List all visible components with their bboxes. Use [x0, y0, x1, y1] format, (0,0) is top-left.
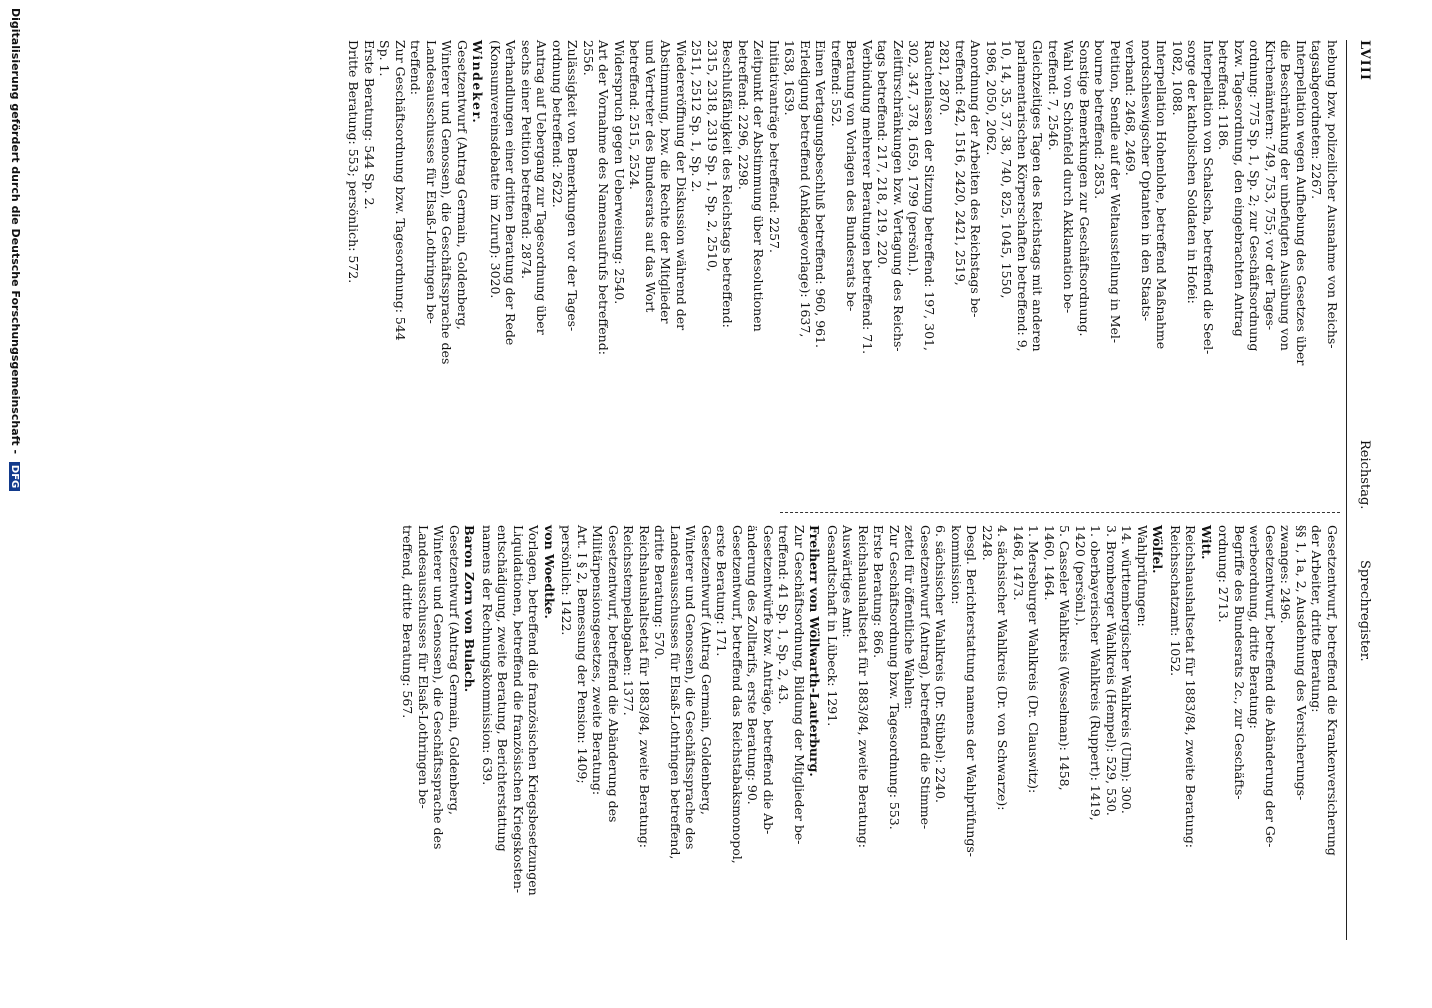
- index-line: 1638, 1639.: [782, 40, 798, 116]
- index-line: Gesetzentwurf (Antrag), betreffend die Stimme-: [918, 525, 933, 830]
- index-line: Erste Beratung: 866.: [871, 525, 887, 659]
- index-line: 2821, 2870.: [937, 40, 953, 116]
- index-line: 302, 347, 378, 1659, 1799 (persönl.).: [906, 40, 922, 277]
- dfg-logo: DFG: [9, 462, 20, 491]
- index-line: Petition, Sendle auf der Weltausstellung in Mel-: [1108, 40, 1123, 344]
- index-line: 1. Merseburger Wahlkreis (Dr. Clauswitz):: [1026, 525, 1042, 794]
- index-line: Erste Beratung: 544 Sp. 2.: [362, 40, 377, 210]
- index-line: der Arbeiter, dritte Beratung:: [1309, 525, 1325, 713]
- speaker-heading: Baron Zorn von Bulach.: [462, 525, 478, 693]
- index-line: sorge der katholischen Soldaten in Hofei:: [1185, 40, 1201, 304]
- digitization-credit: [9, 0, 22, 1008]
- index-line: tagsabgeordneten: 2267.: [1309, 40, 1325, 200]
- index-line: 14. württembergischer Wahlkreis (Ulm): 300.: [1119, 525, 1135, 814]
- index-line: Anordnung der Arbeiten des Reichstags be-: [968, 40, 984, 318]
- index-line: Verhandlungen einer dritten Beratung der Rede: [503, 40, 519, 346]
- index-line: Gesetzentwurf, betreffend die Abänderung des: [606, 525, 621, 823]
- index-line: 3. Bromberger Wahlkreis (Hempel): 529, 530.: [1104, 525, 1119, 816]
- index-line: Gesetzentwurf (Antrag Germain, Goldenberg,: [699, 525, 714, 815]
- index-line: §§ 1, 1a, 2, Ausdehnung des Versicherungs-: [1294, 525, 1309, 801]
- index-line: treffend: 41 Sp. 1, Sp. 2, 43.: [776, 525, 792, 705]
- index-line: Zeitpunkt der Abstimmung über Resolutionen: [751, 40, 767, 332]
- index-line: 1468, 1473.: [1011, 525, 1026, 601]
- index-line: 2511, 2512 Sp. 1, Sp. 2.: [689, 40, 705, 193]
- index-line: 1. oberbayerischer Wahlkreis (Ruppert): 1419,: [1088, 525, 1104, 821]
- index-line: Militärpensionsgesetzes, zweite Beratung:: [590, 525, 606, 796]
- index-line: bourne betreffend: 2853.: [1092, 40, 1108, 200]
- index-line: Reichsstempelabgaben: 1377.: [621, 525, 637, 716]
- index-line: Liquidationen, betreffend die französischen Kriegskosten-: [511, 525, 526, 894]
- speaker-heading: Freiherr von Wöllwarth-Lauterburg.: [807, 525, 823, 777]
- index-line: Winterer und Genossen), die Geschäftssprache des: [683, 525, 699, 850]
- index-line: Desgl. Berichterstattung namens der Wahlprüfungs-: [964, 525, 980, 857]
- index-line: Vorlagen, betreffend die französischen Kriegsbesetzungen: [526, 525, 542, 896]
- page-number: LVIII: [1357, 40, 1372, 81]
- speaker-heading: von Woedtke.: [542, 525, 557, 619]
- index-line: und Vertreter des Bundesrats auf das Wort: [643, 40, 658, 313]
- index-line: 2315, 2318, 2319 Sp. 1, Sp. 2, 2510,: [705, 40, 720, 272]
- running-head-left: Reichstag.: [1357, 440, 1372, 510]
- speaker-heading: Wölfel.: [1150, 525, 1166, 574]
- index-line: dritte Beratung: 570.: [652, 525, 668, 660]
- index-line: sechs einer Petition betreffend: 2874.: [519, 40, 534, 279]
- index-line: Landesausschusses für Elsaß-Lothringen be-: [424, 40, 439, 324]
- index-line: betreffend: 2296, 2298.: [736, 40, 751, 190]
- index-line: Gesetzentwurf (Antrag Germain, Goldenberg,: [447, 525, 462, 815]
- index-line: 1986, 2050, 2062.: [984, 40, 999, 156]
- index-line: 10, 14, 35, 37, 38, 740, 825, 1045, 1550,: [999, 40, 1015, 299]
- index-line: tags betreffend: 217, 218, 219, 220.: [875, 40, 891, 269]
- index-line: Auswärtiges Amt:: [840, 525, 856, 638]
- index-line: Interpellation von Schalscha, betreffend die Seel-: [1201, 40, 1216, 355]
- index-line: treffend: 642, 1516, 2420, 2421, 2519,: [953, 40, 968, 286]
- index-line: Sp. 1.: [377, 40, 393, 77]
- index-line: Art. I § 2, Bemessung der Pension: 1409;: [575, 525, 590, 784]
- index-line: Verbindung mehrerer Beratungen betreffend: 71.: [860, 40, 875, 355]
- index-line: Antrag auf Uebergang zur Tagesordnung über: [534, 40, 550, 335]
- index-line: Interpellation Hohenlohe, betreffend Maßnahme: [1154, 40, 1170, 350]
- index-line: Zur Geschäftsordnung bzw. Tagesordnung: 544: [393, 40, 408, 341]
- index-line: Gesandtschaft in Lübeck: 1291.: [825, 525, 840, 727]
- index-line: Dritte Beratung: 553; persönlich: 572.: [346, 40, 362, 284]
- index-line: zettel für öffentliche Wahlen:: [902, 525, 918, 710]
- index-line: 6. sächsischer Wahlkreis (Dr. Stübel): 2240.: [933, 525, 949, 803]
- index-line: Gleichzeitiges Tagen des Reichstags mit anderen: [1030, 40, 1046, 352]
- index-line: Wiedereröffnung der Diskussion während der: [674, 40, 689, 331]
- speaker-heading: Witt.: [1199, 525, 1214, 560]
- index-line: Gesetzentwurf, betreffend die Abänderung der Ge-: [1263, 525, 1278, 848]
- right-column: [400, 525, 1340, 970]
- index-line: Gesetzentwurf, betreffend das Reichstabaksmonopol,: [730, 525, 745, 864]
- index-line: bzw. Tagesordnung, den eingebrachten Antrag: [1232, 40, 1247, 337]
- index-line: Beratung von Vorlagen des Bundesrats be-: [844, 40, 860, 312]
- index-line: ordnung: 2713.: [1216, 525, 1232, 623]
- index-line: Art der Vornahme des Namensaufrufs betreffend:: [596, 40, 612, 355]
- index-line: Winterer und Genossen), die Geschäftssprache des: [431, 525, 447, 850]
- index-line: Wahl von Schönfeld durch Akklamation be-: [1061, 40, 1077, 314]
- index-line: (Konsumvereinsdebatte im Zuruf): 3020.: [488, 40, 503, 299]
- index-line: treffend: 7, 2546.: [1046, 40, 1061, 151]
- index-line: Zulässigkeit von Bemerkungen vor der Tages-: [565, 40, 581, 332]
- index-line: 5. Casseler Wahlkreis (Wesselman): 1458,: [1057, 525, 1073, 791]
- index-line: Landesausschusses für Elsaß-Lothringen be-: [416, 525, 431, 809]
- index-line: 2556.: [581, 40, 596, 76]
- index-line: Reichshaushaltsetat für 1883/84, zweite Beratung:: [856, 525, 871, 848]
- index-line: persönlich: 1422.: [559, 525, 575, 636]
- index-line: Beschlußfähigkeit des Reichstags betreffend:: [720, 40, 736, 328]
- index-line: Gesetzentwurf (Antrag Germain, Goldenberg,: [455, 40, 470, 330]
- index-line: treffend: 552.: [829, 40, 844, 127]
- index-line: Interpellation wegen Aufhebung des Gesetzes über: [1294, 40, 1309, 366]
- index-line: Winterer und Genossen), die Geschäftssprache des: [439, 40, 455, 365]
- index-line: Reichshaushaltsetat für 1883/84, zweite Beratung:: [1183, 525, 1199, 848]
- index-line: erste Beratung: 171.: [714, 525, 730, 657]
- index-line: Kirchenämtern: 749, 753, 755; vor der Tages-: [1263, 40, 1278, 331]
- index-line: parlamentarischen Körperschaften betreffend: 9,: [1015, 40, 1030, 352]
- index-line: 4. sächsischer Wahlkreis (Dr. von Schwarze):: [995, 525, 1011, 811]
- index-line: Einen Vertagungsbeschluß betreffend: 960, 961.: [813, 40, 829, 349]
- index-line: Zeitfürschränkungen bzw. Vertagung des Reichs-: [891, 40, 906, 352]
- index-line: änderung des Zolltarifs, erste Beratung: 90.: [745, 525, 761, 805]
- speaker-heading: Windeker.: [470, 40, 486, 125]
- column-separator: [780, 512, 1340, 513]
- index-line: verband: 2468, 2469.: [1123, 40, 1139, 176]
- index-line: entschädigung, zweite Beratung, Berichterstattung: [495, 525, 511, 852]
- index-line: kommission:: [949, 525, 964, 605]
- index-line: betreffend: 2515, 2524.: [627, 40, 643, 190]
- index-line: zwanges: 2496.: [1278, 525, 1294, 624]
- index-line: die Beschränkung der unbefugten Ausübung von: [1278, 40, 1294, 351]
- credit-text: Digitalisierung gefördert durch die Deutsche Forschungsgemeinschaft -: [9, 8, 22, 455]
- index-line: Begriffe des Bundesrats 2c., zur Geschäfts-: [1232, 525, 1247, 800]
- index-line: Gesetzentwürfe bzw. Anträge, betreffend die Ab-: [761, 525, 776, 835]
- index-line: nordschleswigscher Optanten in den Staats-: [1139, 40, 1154, 322]
- index-line: Landesausschusses für Elsaß-Lothringen betreffend,: [668, 525, 683, 860]
- index-line: 2248.: [980, 525, 995, 561]
- index-line: ordnung betreffend: 2622.: [550, 40, 565, 208]
- index-line: 1420 (persönl.).: [1073, 525, 1088, 626]
- index-line: Wahlprüfungen:: [1135, 525, 1150, 627]
- index-line: werbeordnung, dritte Beratung:: [1247, 525, 1263, 729]
- index-line: Widerspruch gegen Ueberweisung: 2540.: [612, 40, 627, 305]
- index-line: Gesetzentwurf, betreffend die Krankenversicherung: [1325, 525, 1340, 856]
- index-line: 1082, 1088.: [1170, 40, 1185, 116]
- index-line: 1460, 1464.: [1042, 525, 1057, 601]
- index-line: Rauchenlassen der Sitzung betreffend: 197, 301,: [922, 40, 937, 351]
- index-line: hebung bzw. polizeilicher Ausnahme von Reichs-: [1325, 40, 1340, 349]
- left-column: [346, 40, 1340, 510]
- index-line: Initiativanträge betreffend: 2257.: [767, 40, 782, 253]
- index-line: treffend, dritte Beratung: 567.: [400, 525, 416, 719]
- index-line: ordnung: 775 Sp. 1, Sp. 2; zur Geschäftsordnung: [1247, 40, 1263, 352]
- index-line: Zur Geschäftsordnung, Bildung der Mitglieder be-: [792, 525, 807, 845]
- index-line: Abstimmung, bzw. die Rechte der Mitglieder: [658, 40, 674, 324]
- index-line: Reichshaushaltsetat für 1883/84, zweite Beratung:: [637, 525, 652, 848]
- index-line: Zur Geschäftsordnung bzw. Tagesordnung: 553.: [887, 525, 902, 830]
- index-line: Sonstige Bemerkungen zur Geschäftsordnung.: [1077, 40, 1092, 337]
- index-line: Erledigung betreffend (Anklagevorlage): 1637,: [798, 40, 813, 338]
- header-rule: [1346, 40, 1347, 940]
- page-header: [1348, 40, 1372, 920]
- index-line: namens der Rechnungskommission: 639.: [480, 525, 495, 786]
- index-line: betreffend: 1186.: [1216, 40, 1232, 151]
- index-line: treffend:: [408, 40, 424, 95]
- index-line: Reichsschatzamt: 1052.: [1168, 525, 1183, 677]
- running-head-right: Sprechregister.: [1357, 560, 1372, 662]
